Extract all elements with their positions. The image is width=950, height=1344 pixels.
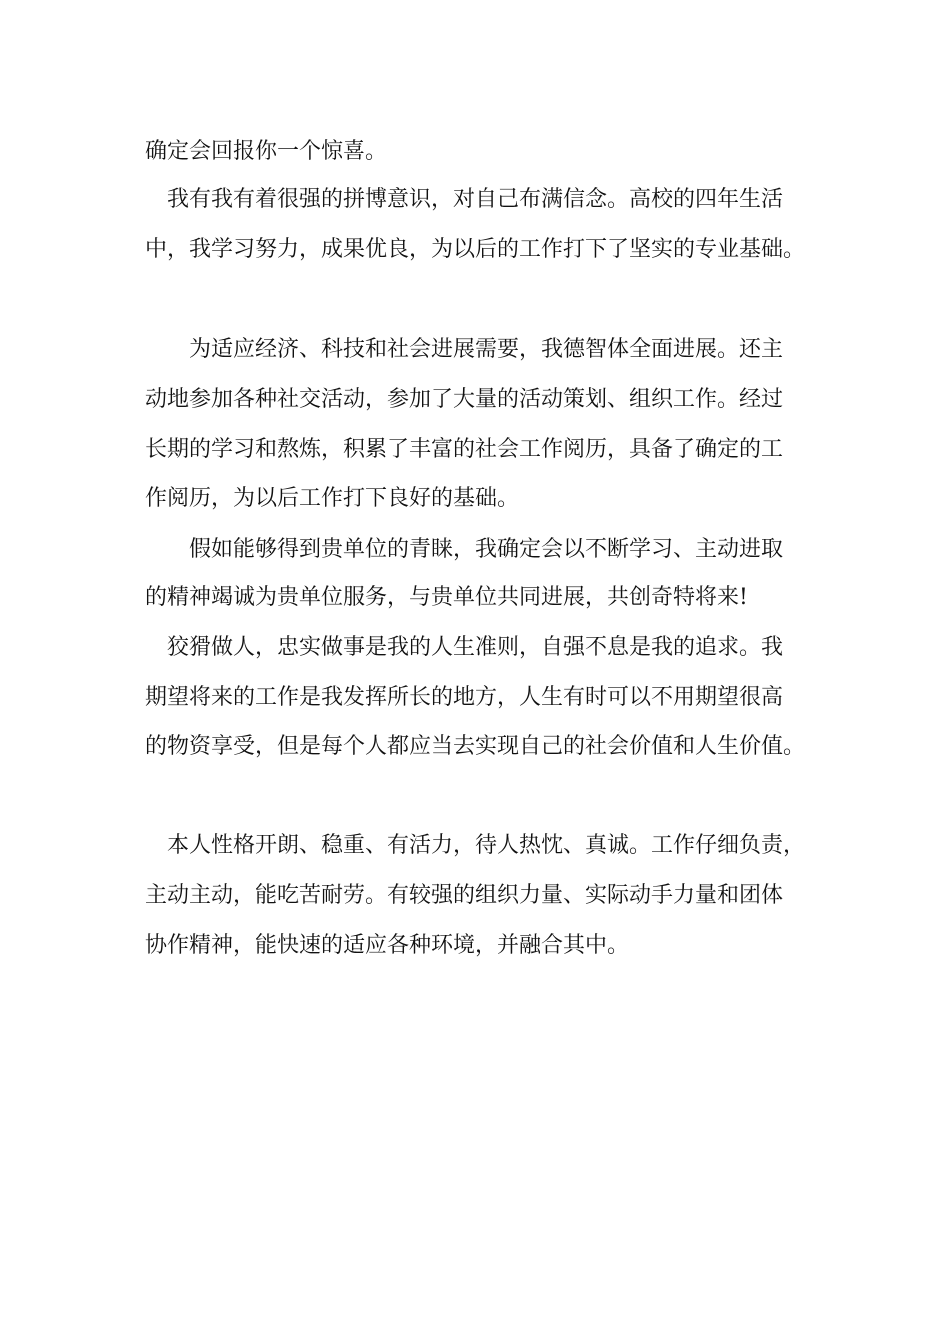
text-line: 动地参加各种社交活动，参加了大量的活动策划、组织工作。经过 xyxy=(145,387,784,412)
text-line: 主动主动，能吃苦耐劳。有较强的组织力量、实际动手力量和团体 xyxy=(145,883,784,908)
text-line: 假如能够得到贵单位的青睐，我确定会以不断学习、主动进取 xyxy=(189,537,784,562)
text-line: 作阅历，为以后工作打下良好的基础。 xyxy=(145,486,520,511)
text-line: 长期的学习和熬炼，积累了丰富的社会工作阅历，具备了确定的工 xyxy=(145,437,784,462)
text-line: 的精神竭诚为贵单位服务，与贵单位共同进展，共创奇特将来! xyxy=(145,585,748,610)
text-line: 协作精神，能快速的适应各种环境，并融合其中。 xyxy=(145,933,630,958)
text-line: 狡猾做人，忠实做事是我的人生准则，自强不息是我的追求。我 xyxy=(167,635,784,660)
text-line: 期望将来的工作是我发挥所长的地方，人生有时可以不用期望很高 xyxy=(145,685,784,710)
text-line: 本人性格开朗、稳重、有活力，待人热忱、真诚。工作仔细负责， xyxy=(167,833,806,858)
text-line: 确定会回报你一个惊喜。 xyxy=(145,139,388,164)
text-line: 中，我学习努力，成果优良，为以后的工作打下了坚实的专业基础。 xyxy=(145,237,806,262)
text-line: 我有我有着很强的拼博意识，对自己布满信念。高校的四年生活 xyxy=(167,187,784,212)
text-line: 的物资享受，但是每个人都应当去实现自己的社会价值和人生价值。 xyxy=(145,734,806,759)
text-line: 为适应经济、科技和社会进展需要，我德智体全面进展。还主 xyxy=(189,337,784,362)
